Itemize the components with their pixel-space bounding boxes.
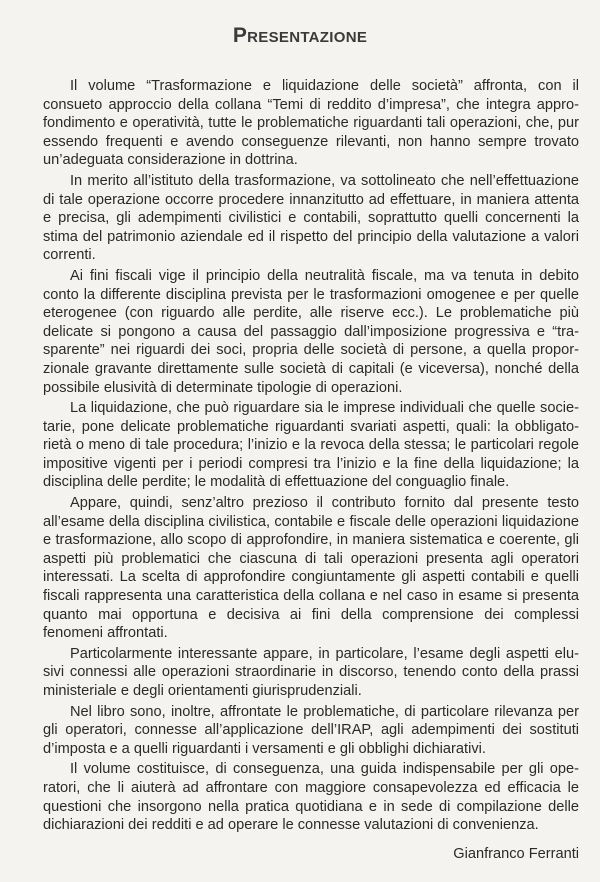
body-text [43, 77, 579, 837]
paragraph: Particolarmente interessante appare, in particolare, l’esame degli aspetti elusivi connessi alle operazioni straordinarie in discorso, tenendo conto della prassi ministeriale e degli orientamenti giurisprudenziali. [43, 645, 579, 699]
page-title: Presentazione [232, 24, 368, 47]
paragraph: Il volume “Trasformazione e liquidazione delle società” affronta, con il consueto approccio della collana “Temi di reddito d’impresa”, che integra approfondimento e operatività, tutte le problematiche riguardanti tali operazioni, che, pur essendo frequenti e avendo conseguenze rilevanti, non hanno sempre trovato un’adeguata considerazione in dottrina. [43, 78, 579, 169]
paragraph: Il volume costituisce, di conseguenza, una guida indispensabile per gli operatori, che li aiuterà ad affrontare con maggiore consapevolezza ed efficacia le questioni che insorgono nella pratica quotidiana e in sede di compilazione delle dichiarazioni dei redditi e ad operare le connesse valutazioni di convenienza. [43, 761, 579, 834]
paragraph: In merito all’istituto della trasformazione, va sottolineato che nell’effettuazione di tale operazione occorre procedere innanzitutto ad effettuare, in maniera attenta e precisa, gli adempimenti civilistici e contabili, soprattutto quelli concernenti la stima del patrimonio aziendale ed il rispetto del principio della valutazione a valori correnti. [43, 172, 579, 264]
paragraph: Ai fini fiscali vige il principio della neutralità fiscale, ma va tenuta in debito conto la differente disciplina prevista per le trasformazioni omogenee e per quelle eterogenee (con riguardo alle perdite, alle riserve ecc.). Le problematiche più delicate si pongono a causa del passaggio dall’imposizione progressiva e “trasparente” nei riguardi dei soci, propria delle società di persone, a quella proporzionale gravante direttamente sulle società di capitali (e viceversa), nonché della possibile elusività di determinate tipologie di operazioni. [43, 267, 579, 396]
paragraph: Appare, quindi, senz’altro prezioso il contributo fornito dal presente testo all’esame della disciplina civilistica, contabile e fiscale delle operazioni liquidazione e trasformazione, allo scopo di approfondire, in maniera sistematica e coerente, gli aspetti più problematici che ciascuna di tali operazioni presenta agli operatori interessati. La scelta di approfondire congiuntamente gli aspetti contabili e quelli fiscali rappresenta una caratteristica della collana e nel caso in esame si presenta quanto mai opportuna e decisiva ai fini della comprensione dei complessi fenomeni affrontati. [43, 495, 579, 642]
paragraph: La liquidazione, che può riguardare sia le imprese individuali che quelle societarie, pone delicate problematiche riguardanti svariati aspetti, quali: la obbligatorietà o meno di tale procedura; l’inizio e la revoca della stessa; le particolari regole impositive vigenti per i periodi compresi tra l’inizio e la fine della liquidazione; la disciplina delle perdite; le modalità di effettuazione del conguaglio finale. [43, 400, 579, 491]
paragraph: Nel libro sono, inoltre, affrontate le problematiche, di particolare rilevanza per gli operatori, connesse all’applicazione dell’IRAP, agli adempimenti dei sostituti d’imposta e a quelli riguardanti i versamenti e gli obblighi dichiarativi. [43, 703, 579, 757]
author-signature: Gianfranco Ferranti [453, 846, 579, 862]
